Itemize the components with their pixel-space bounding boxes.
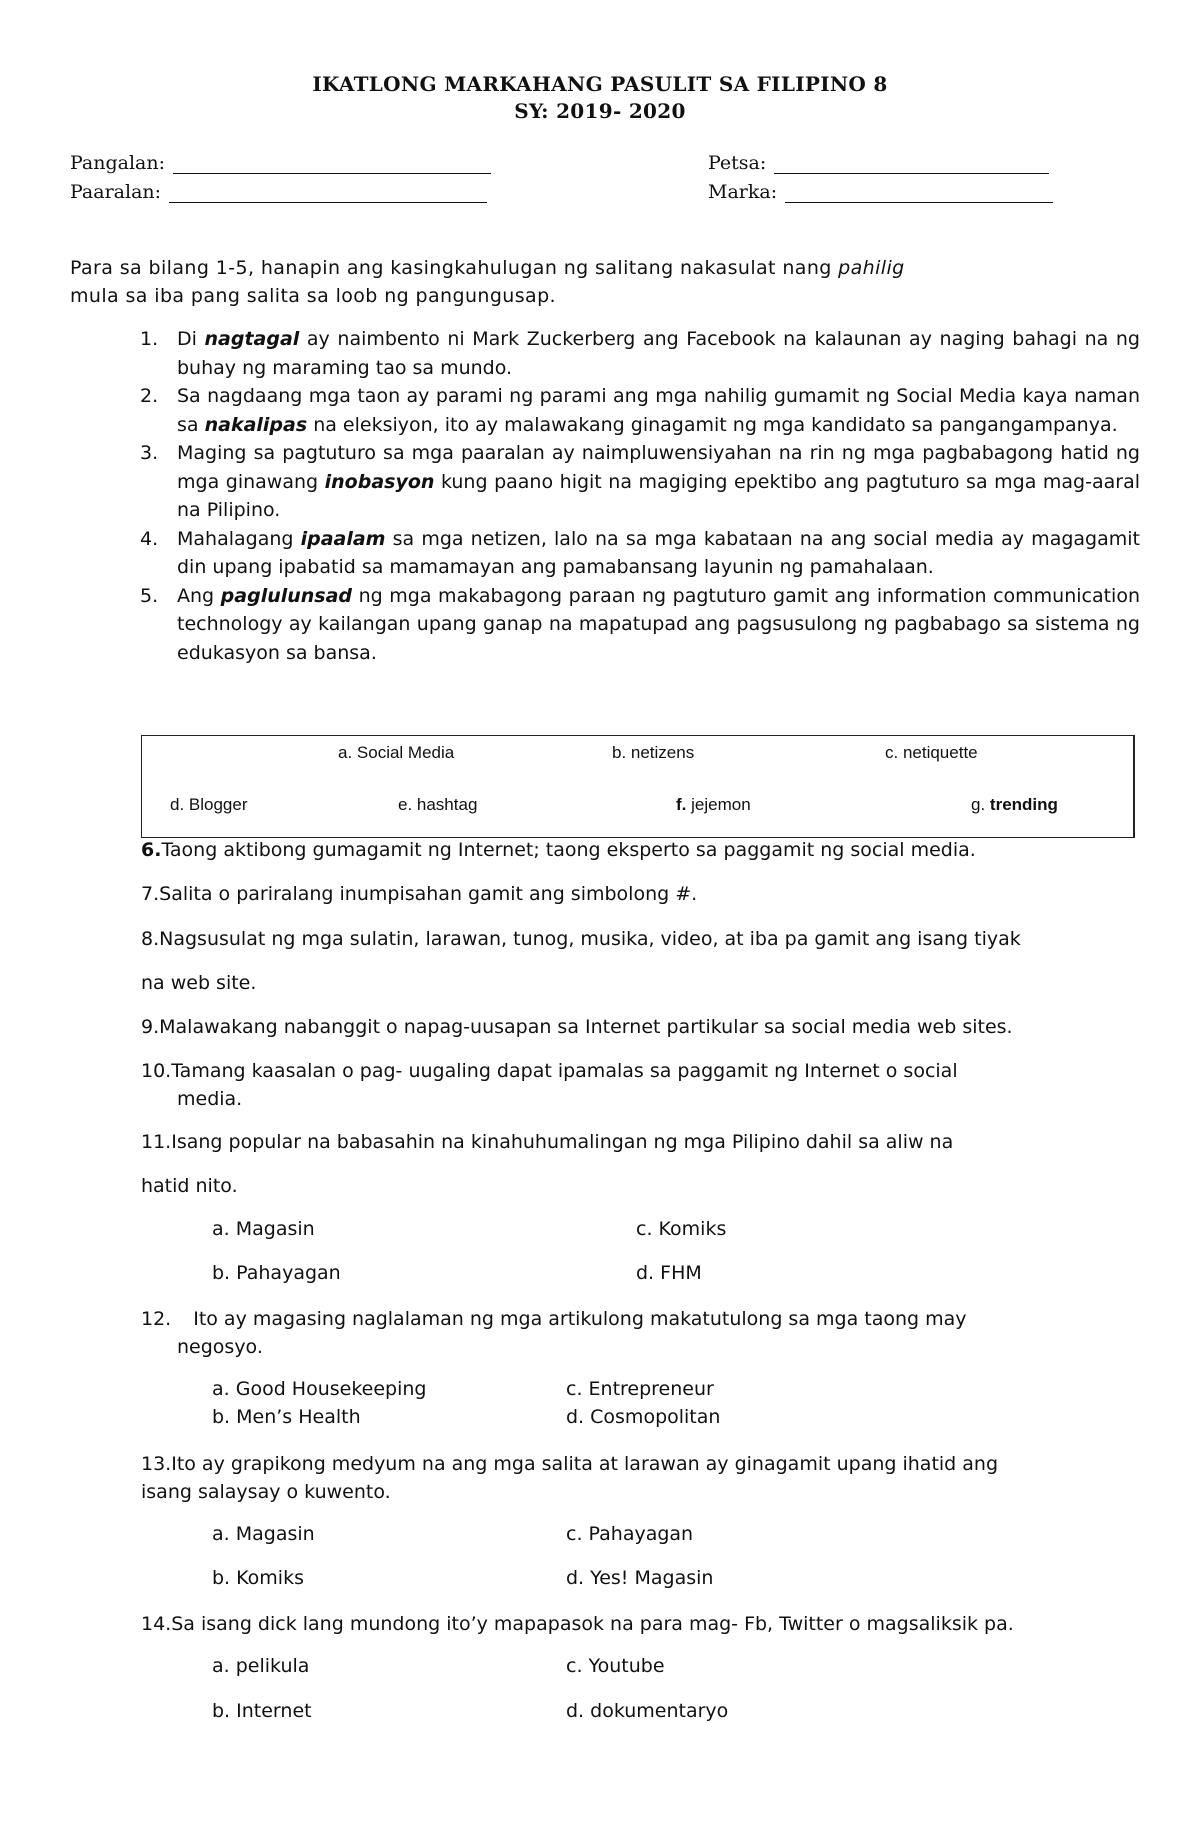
instruction-italic: pahilig <box>838 257 905 279</box>
item-text: na eleksiyon, ito ay malawakang ginagamit ng mga kandidato sa pangangampanya. <box>307 413 1118 436</box>
question-9 <box>141 1013 1013 1041</box>
question-11-cont: hatid nito. <box>141 1175 238 1197</box>
pangalan-blank[interactable] <box>173 155 491 174</box>
q14-option-b[interactable]: b. Internet <box>212 1700 312 1722</box>
question-text: Ito ay grapikong medyum na ang mga salita at larawan ay ginagamit upang ihatid ang <box>171 1453 999 1475</box>
question-number: 9. <box>141 1016 160 1038</box>
target-word: paglulunsad <box>220 584 353 607</box>
list-item <box>140 382 1140 439</box>
choice-f-jejemon <box>676 795 751 815</box>
paaralan-label: Paaralan: <box>70 181 162 203</box>
marka-label: Marka: <box>708 181 778 203</box>
choice-word: trending <box>989 795 1058 814</box>
question-7 <box>141 880 697 908</box>
item-number: 4. <box>140 527 159 550</box>
item-text: ng mga makabagong paraan ng pagtuturo gamit ang information communication technology ay kailangan upang ganap na mapatupad ang pagsusulong ng pagbabago sa sistema ng edukasyon sa bansa. <box>177 584 1140 664</box>
question-11: 11.Isang popular na babasahin na kinahuhumalingan ng mga Pilipino dahil sa aliw na <box>141 1131 954 1153</box>
items-1-5 <box>140 325 1140 667</box>
question-8: 8.Nagsusulat ng mga sulatin, larawan, tunog, musika, video, at iba pa gamit ang isang tiyak <box>141 928 1021 950</box>
question-8-cont: na web site. <box>141 972 257 994</box>
choice-b-netizens: b. netizens <box>612 743 695 762</box>
choice-letter: g. <box>971 795 986 814</box>
exam-title: IKATLONG MARKAHANG PASULIT SA FILIPINO 8 <box>312 72 888 96</box>
marka-field <box>708 181 1053 203</box>
question-12 <box>141 1305 967 1333</box>
petsa-blank[interactable] <box>774 155 1049 174</box>
q12-option-d[interactable]: d. Cosmopolitan <box>566 1406 721 1428</box>
question-6 <box>141 836 976 864</box>
q13-option-d[interactable]: d. Yes! Magasin <box>566 1567 714 1589</box>
question-number: 13. <box>141 1453 172 1475</box>
choice-word: jejemon <box>691 795 751 814</box>
item-number: 2. <box>140 385 159 407</box>
question-text: Ito ay magasing naglalaman ng mga artikulong makatutulong sa mga taong may <box>193 1308 967 1330</box>
petsa-field <box>708 152 1049 174</box>
target-word: inobasyon <box>324 470 435 493</box>
item-text: Di <box>177 328 205 350</box>
q12-option-c[interactable]: c. Entrepreneur <box>566 1378 714 1400</box>
question-number: 12. <box>141 1308 172 1330</box>
item-text: ay naimbento ni Mark Zuckerberg ang Facebook na kalaunan ay naging bahagi na ng buhay ng maraming tao sa mundo. <box>177 328 1140 379</box>
item-text: Maging sa pagtuturo sa mga paaralan ay naimpluwensiyahan na rin ng mga pagbabagong hatid ng mga ginawang <box>177 442 1140 493</box>
q13-option-c[interactable]: c. Pahayagan <box>566 1523 694 1545</box>
q11-option-d[interactable]: d. FHM <box>636 1262 702 1284</box>
question-number: 7. <box>141 883 160 905</box>
list-item <box>140 525 1140 582</box>
question-12-cont: negosyo. <box>177 1336 263 1358</box>
paaralan-blank[interactable] <box>169 184 487 203</box>
list-item <box>140 439 1140 525</box>
q12-option-b[interactable]: b. Men’s Health <box>212 1406 361 1428</box>
q14-option-c[interactable]: c. Youtube <box>566 1655 665 1677</box>
question-text: Salita o pariralang inumpisahan gamit ang simbolong #. <box>159 883 698 905</box>
question-10: 10.Tamang kaasalan o pag- uugaling dapat ipamalas sa paggamit ng Internet o social <box>141 1060 958 1082</box>
school-year: SY: 2019- 2020 <box>514 99 686 123</box>
question-13 <box>141 1450 998 1478</box>
item-text: Sa nagdaang mga taon ay parami ng parami ang mga nahilig gumamit ng Social Media kaya naman sa <box>177 385 1140 436</box>
item-text: kung paano higit na magiging epektibo ang pagtuturo sa mga mag-aaral na Pilipino. <box>177 470 1140 521</box>
item-text: Mahalagang <box>177 527 301 550</box>
item-text: sa mga netizen, lalo na sa mga kabataan na ang social media ay magagamit din upang ipabatid sa mamamayan ang pamabansang layunin ng pamahalaan. <box>177 527 1140 578</box>
marka-blank[interactable] <box>785 184 1053 203</box>
q14-option-a[interactable]: a. pelikula <box>212 1655 310 1677</box>
q13-option-b[interactable]: b. Komiks <box>212 1567 304 1589</box>
target-word: nakalipas <box>204 413 308 436</box>
question-10-cont: media. <box>177 1088 243 1110</box>
instruction-rest: mula sa iba pang salita sa loob ng pangungusap. <box>70 285 556 307</box>
question-number: 6. <box>141 839 162 861</box>
list-item <box>140 582 1140 668</box>
q12-option-a[interactable]: a. Good Housekeeping <box>212 1378 427 1400</box>
paaralan-field <box>70 181 487 203</box>
question-text: Malawakang nabanggit o napag-uusapan sa Internet partikular sa social media web sites. <box>159 1016 1013 1038</box>
choice-g-trending <box>971 795 1058 815</box>
choice-e-hashtag: e. hashtag <box>398 795 478 814</box>
item-number: 1. <box>140 328 159 350</box>
question-14: 14.Sa isang dick lang mundong ito’y mapapasok na para mag- Fb, Twitter o magsaliksik pa. <box>141 1613 1014 1635</box>
petsa-label: Petsa: <box>708 152 767 174</box>
q14-option-d[interactable]: d. dokumentaryo <box>566 1700 729 1722</box>
instruction <box>70 254 1140 310</box>
instruction-text: Para sa bilang 1-5, hanapin ang kasingkahulugan ng salitang nakasulat nang <box>70 257 839 279</box>
choice-letter: f. <box>676 795 687 814</box>
target-word: ipaalam <box>300 527 386 550</box>
choice-a-social-media: a. Social Media <box>338 743 455 762</box>
q11-option-b[interactable]: b. Pahayagan <box>212 1262 341 1284</box>
item-number: 3. <box>140 442 159 464</box>
pangalan-field <box>70 152 491 174</box>
choice-c-netiquette: c. netiquette <box>885 743 978 762</box>
q11-option-a[interactable]: a. Magasin <box>212 1218 315 1240</box>
item-text: Ang <box>177 584 221 607</box>
question-text: Taong aktibong gumagamit ng Internet; taong eksperto sa paggamit ng social media. <box>161 839 976 861</box>
pangalan-label: Pangalan: <box>70 152 166 174</box>
q13-option-a[interactable]: a. Magasin <box>212 1523 315 1545</box>
choice-d-blogger: d. Blogger <box>170 795 248 814</box>
item-number: 5. <box>140 584 159 607</box>
list-item <box>140 325 1140 382</box>
question-13-cont: isang salaysay o kuwento. <box>141 1481 391 1503</box>
target-word: nagtagal <box>204 328 300 350</box>
q11-option-c[interactable]: c. Komiks <box>636 1218 727 1240</box>
